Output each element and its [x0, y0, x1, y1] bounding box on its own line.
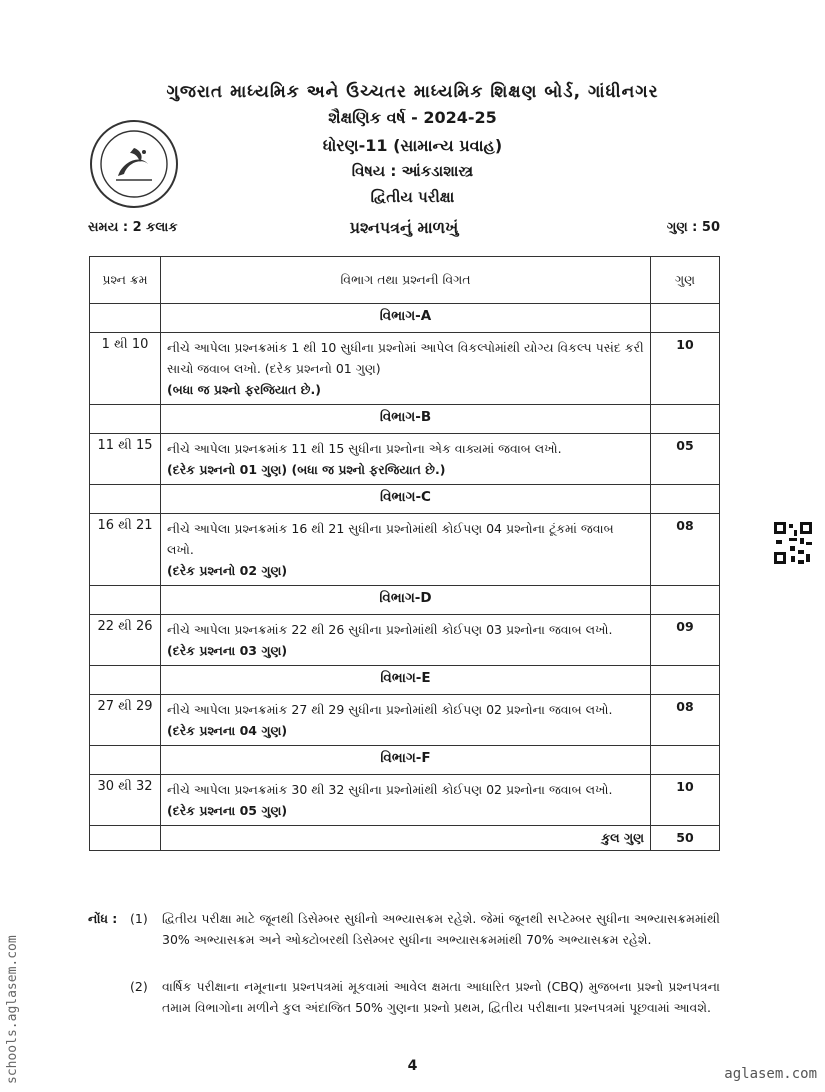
- question-range: 22 થી 26: [90, 615, 161, 666]
- section-marks: 05: [651, 434, 720, 485]
- section-description: [161, 333, 651, 405]
- section-description: [161, 695, 651, 746]
- section-header-row: [90, 586, 720, 615]
- section-marks: 10: [651, 333, 720, 405]
- notes-lead: નોંધ :: [88, 911, 118, 926]
- table-row: [90, 514, 720, 586]
- instruction-text: નીચે આપેલા પ્રશ્નક્રમાંક 1 થી 10 સુધીના પ્રશ્નોમાં આપેલ વિકલ્પોમાંથી યોગ્ય વિકલ્પ પસંદ કરી સાચો જવાબ લખો. (દરેક પ્રશ્નનો 01 ગુણ): [167, 340, 644, 376]
- instruction-note: (દરેક પ્રશ્નના 03 ગુણ): [167, 643, 288, 658]
- note-item: (1) દ્વિતીય પરીક્ષા માટે જૂનથી ડિસેમ્બર સુધીનો અભ્યાસક્રમ રહેશે. જેમાં જૂનથી સપ્ટેમ્બર સુધીના અભ્યાસક્રમમાંથી 30% અભ્યાસક્રમ અને ઓક્ટોબરથી ડિસેમ્બર સુધીના અભ્યાસક્રમમાંથી 70% અભ્યાસક્રમ રહેશે.: [130, 911, 720, 947]
- total-marks: ગુણ : 50: [666, 220, 720, 235]
- standard-title: ધોરણ-11 (સામાન્ય પ્રવાહ): [322, 136, 503, 155]
- meta-row: [88, 218, 720, 240]
- side-watermark: schools.aglasem.com: [5, 935, 20, 1084]
- section-header-row: [90, 485, 720, 514]
- section-description: [161, 775, 651, 826]
- section-header-row: [90, 304, 720, 333]
- qr-code-icon: [774, 522, 812, 566]
- instruction-text: નીચે આપેલા પ્રશ્નક્રમાંક 30 થી 32 સુધીના પ્રશ્નોમાંથી કોઈપણ 02 પ્રશ્નોના જવાબ લખો.: [167, 782, 613, 797]
- page-number: 4: [407, 1058, 418, 1074]
- blueprint-table: [89, 256, 720, 851]
- sections-body: [90, 304, 720, 826]
- question-range: 27 થી 29: [90, 695, 161, 746]
- academic-year: શૈક્ષણિક વર્ષ - 2024-25: [328, 108, 497, 127]
- section-header-row: [90, 405, 720, 434]
- table-row: [90, 333, 720, 405]
- section-title: વિભાગ-C: [161, 485, 651, 514]
- section-title: વિભાગ-A: [161, 304, 651, 333]
- table-row: [90, 434, 720, 485]
- section-marks: 08: [651, 514, 720, 586]
- section-marks: 08: [651, 695, 720, 746]
- instruction-note: (દરેક પ્રશ્નનો 02 ગુણ): [167, 563, 288, 578]
- section-title: વિભાગ-F: [161, 746, 651, 775]
- section-title: વિભાગ-E: [161, 666, 651, 695]
- total-label: કુલ ગુણ: [161, 826, 651, 851]
- table-row: [90, 775, 720, 826]
- table-row: [90, 615, 720, 666]
- instruction-text: નીચે આપેલા પ્રશ્નક્રમાંક 16 થી 21 સુધીના પ્રશ્નોમાંથી કોઈપણ 04 પ્રશ્નોના ટૂંકમાં જવાબ લખો.: [167, 521, 614, 557]
- subject-title: વિષય : આંકડાશાસ્ત્ર: [351, 162, 474, 180]
- section-title: વિભાગ-D: [161, 586, 651, 615]
- col-section-details: વિભાગ તથા પ્રશ્નની વિગત: [161, 257, 651, 304]
- section-marks: 10: [651, 775, 720, 826]
- board-name: ગુજરાત માધ્યમિક અને ઉચ્ચતર માધ્યમિક શિક્ષણ બોર્ડ, ગાંધીનગર: [166, 82, 659, 102]
- blueprint-title: પ્રશ્નપત્રનું માળખું: [349, 218, 459, 237]
- total-row: [90, 826, 720, 851]
- instruction-text: નીચે આપેલા પ્રશ્નક્રમાંક 27 થી 29 સુધીના પ્રશ્નોમાંથી કોઈપણ 02 પ્રશ્નોના જવાબ લખો.: [167, 702, 613, 717]
- section-description: [161, 434, 651, 485]
- col-marks: ગુણ: [651, 257, 720, 304]
- section-header-row: [90, 746, 720, 775]
- instruction-note: (દરેક પ્રશ્નના 04 ગુણ): [167, 723, 288, 738]
- instruction-text: નીચે આપેલા પ્રશ્નક્રમાંક 11 થી 15 સુધીના પ્રશ્નોના એક વાક્યમાં જવાબ લખો.: [167, 441, 562, 456]
- question-range: 30 થી 32: [90, 775, 161, 826]
- note-item: (2) વાર્ષિક પરીક્ષાના નમૂનાના પ્રશ્નપત્રમાં મૂકવામાં આવેલ ક્ષમતા આધારિત પ્રશ્નો (CBQ) મુજબના પ્રશ્નો પ્રશ્નપત્રના તમામ વિભાગોના મળીને કુલ અંદાજિત 50% ગુણના પ્રશ્નો પ્રથમ, દ્વિતીય પરીક્ષાના પ્રશ્નપત્રમાં પૂછવામાં આવશે.: [130, 979, 720, 1015]
- col-question-no: પ્રશ્ન ક્રમ: [90, 257, 161, 304]
- exam-title: દ્વિતીય પરીક્ષા: [370, 188, 455, 206]
- section-marks: 09: [651, 615, 720, 666]
- exam-time: સમય : 2 કલાક: [88, 220, 178, 235]
- table-header-row: [90, 257, 720, 304]
- instruction-text: નીચે આપેલા પ્રશ્નક્રમાંક 22 થી 26 સુધીના પ્રશ્નોમાંથી કોઈપણ 03 પ્રશ્નોના જવાબ લખો.: [167, 622, 613, 637]
- section-description: [161, 514, 651, 586]
- instruction-note: (બધા જ પ્રશ્નો ફરજિયાત છે.): [167, 382, 321, 397]
- total-value: 50: [651, 826, 720, 851]
- question-range: 11 થી 15: [90, 434, 161, 485]
- table-row: [90, 695, 720, 746]
- section-title: વિભાગ-B: [161, 405, 651, 434]
- instruction-note: (દરેક પ્રશ્નનો 01 ગુણ) (બધા જ પ્રશ્નો ફરજિયાત છે.): [167, 462, 446, 477]
- instruction-note: (દરેક પ્રશ્નના 05 ગુણ): [167, 803, 288, 818]
- section-header-row: [90, 666, 720, 695]
- question-range: 16 થી 21: [90, 514, 161, 586]
- footer-watermark: aglasem.com: [724, 1066, 817, 1082]
- question-range: 1 થી 10: [90, 333, 161, 405]
- section-description: [161, 615, 651, 666]
